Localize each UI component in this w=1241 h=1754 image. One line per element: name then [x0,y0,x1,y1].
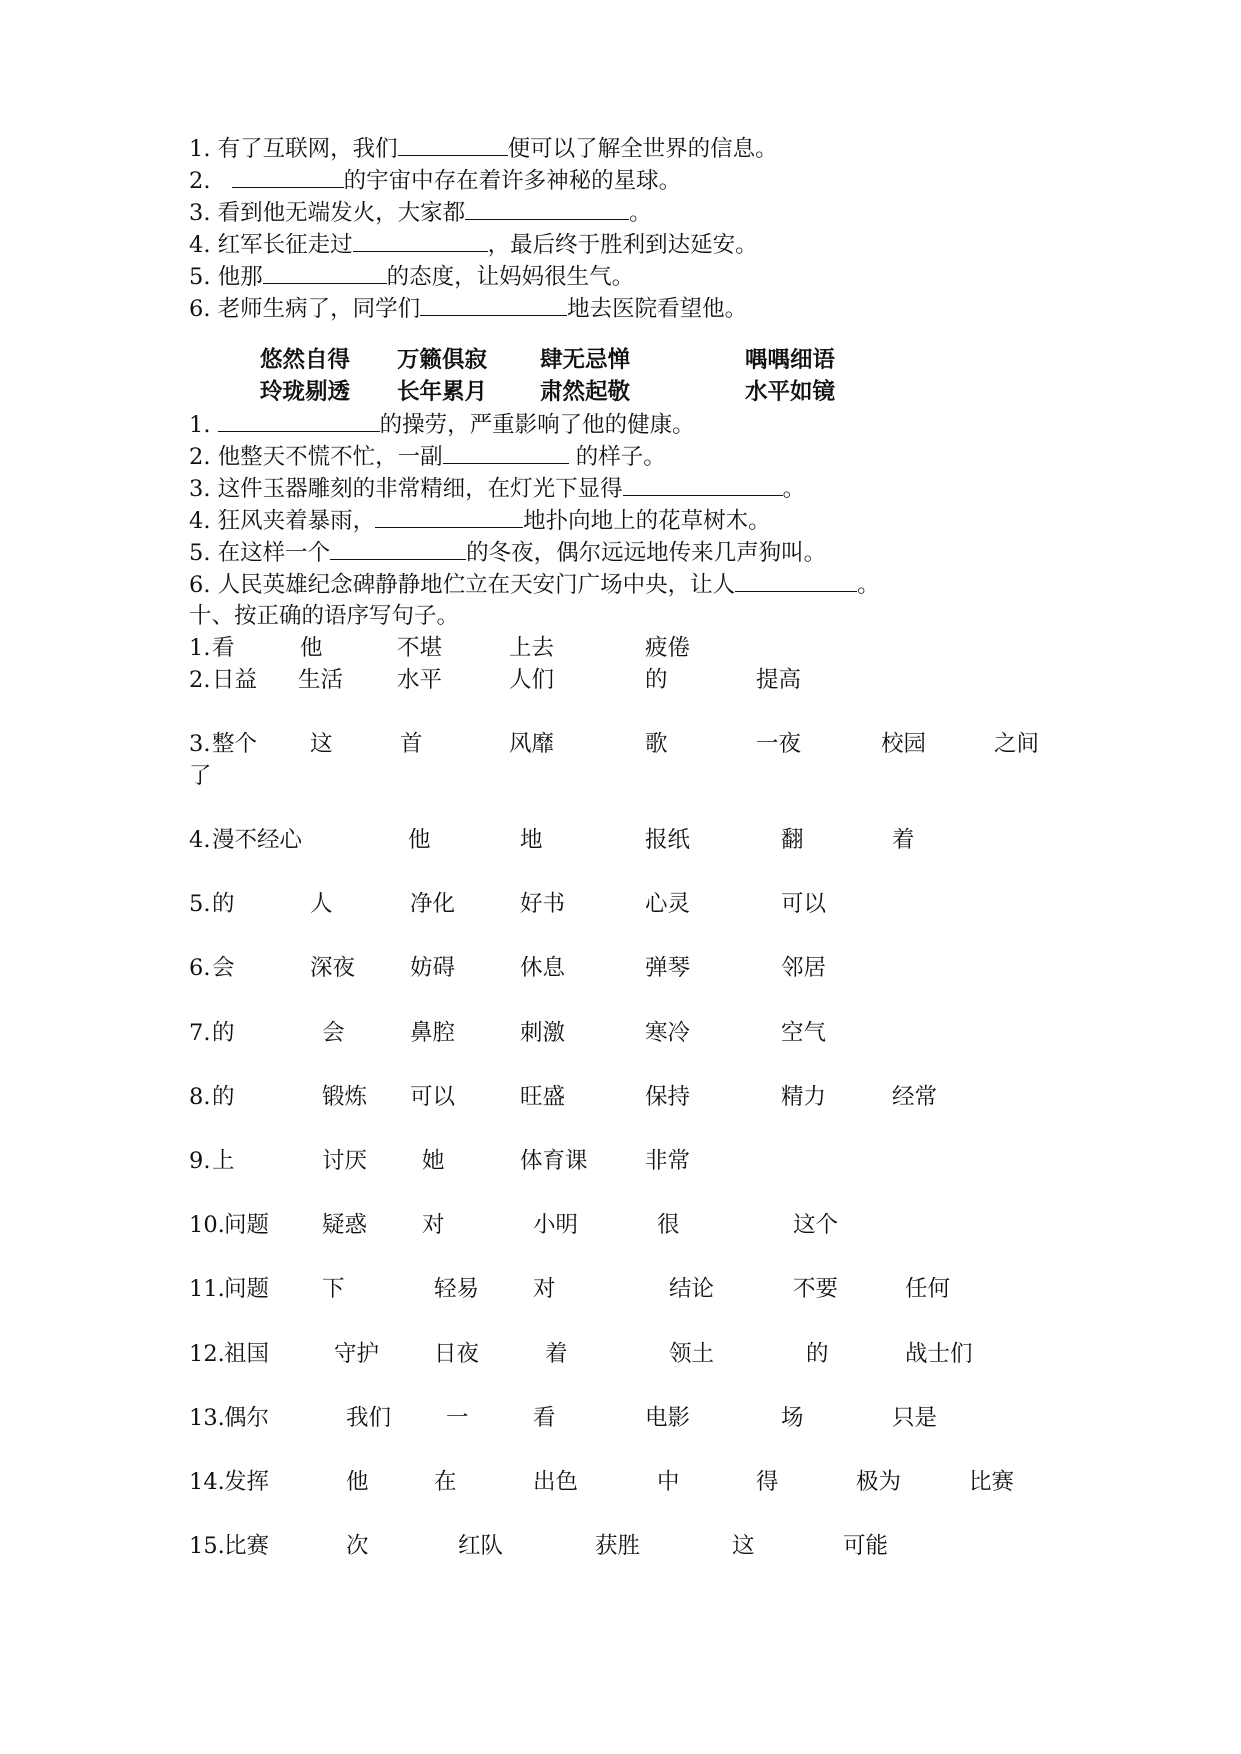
q-text-post: 。 [857,572,880,598]
answer-blank[interactable] [353,229,488,252]
item-number: 5. [189,891,211,917]
reorder-word: 生活 [298,667,344,693]
word-bank-item: 万籁俱寂 [397,347,488,373]
word-bank-item: 喁喁细语 [745,347,836,373]
item-number: 6. [189,955,211,981]
reorder-word: 会 [322,1020,345,1046]
reorder-word: 下 [322,1276,345,1302]
answer-blank[interactable] [443,441,569,464]
item-number: 10. [189,1212,225,1238]
reorder-word: 祖国 [224,1341,270,1367]
q-text-post: 。 [629,200,652,226]
part2-question-2 [189,441,666,471]
reorder-word: 了 [189,763,212,789]
reorder-word: 校园 [881,731,927,757]
reorder-word: 弹琴 [645,955,691,981]
reorder-word: 的 [212,1020,235,1046]
reorder-word: 漫不经心 [212,827,303,853]
reorder-word: 对 [422,1212,445,1238]
item-number: 1. [189,635,211,661]
item-number: 13. [189,1405,225,1431]
q-text-pre: 5. 他那 [189,264,263,290]
reorder-word: 旺盛 [520,1084,566,1110]
part2-question-4 [189,505,771,535]
reorder-word: 小明 [533,1212,579,1238]
q-text-pre: 5. 在这样一个 [189,540,331,566]
reorder-word: 好书 [520,891,566,917]
item-number: 11. [189,1276,225,1302]
item-number: 9. [189,1148,211,1174]
part2-question-3 [189,473,805,503]
item-number: 4. [189,827,211,853]
q-text-pre: 2. [189,168,218,194]
answer-blank[interactable] [465,197,629,220]
part1-question-1 [189,133,778,163]
reorder-word: 得 [756,1469,779,1495]
reorder-word: 首 [400,731,423,757]
q-text-pre: 1. 有了互联网，我们 [189,136,398,162]
part2-question-5 [189,537,826,567]
reorder-word: 精力 [781,1084,827,1110]
reorder-word: 这 [310,731,333,757]
item-number: 2. [189,667,211,693]
word-bank-item: 长年累月 [397,379,488,405]
word-bank-item: 玲珑剔透 [260,379,351,405]
reorder-word: 疑惑 [322,1212,368,1238]
reorder-word: 中 [657,1469,680,1495]
answer-blank[interactable] [623,473,783,496]
reorder-word: 他 [300,635,323,661]
q-text-pre: 6. 人民英雄纪念碑静静地伫立在天安门广场中央，让人 [189,572,736,598]
reorder-word: 发挥 [224,1469,270,1495]
reorder-word: 看 [212,635,235,661]
reorder-word: 翻 [781,827,804,853]
item-number: 3. [189,731,211,757]
word-bank-item: 水平如镜 [745,379,836,405]
reorder-word: 上 [212,1148,235,1174]
reorder-word: 妨碍 [410,955,456,981]
q-text-post: 的样子。 [568,444,666,470]
reorder-word: 经常 [892,1084,938,1110]
reorder-word: 可以 [410,1084,456,1110]
answer-blank[interactable] [218,409,380,432]
reorder-word: 净化 [410,891,456,917]
reorder-word: 次 [346,1533,369,1559]
reorder-word: 不要 [793,1276,839,1302]
item-number: 7. [189,1020,211,1046]
item-number: 14. [189,1469,225,1495]
reorder-word: 报纸 [645,827,691,853]
reorder-word: 体育课 [520,1148,588,1174]
item-number: 12. [189,1341,225,1367]
q-text-pre: 1. [189,412,218,438]
reorder-word: 领土 [669,1341,715,1367]
reorder-word: 着 [892,827,915,853]
reorder-word: 日益 [212,667,258,693]
reorder-word: 他 [346,1469,369,1495]
reorder-word: 他 [408,827,431,853]
reorder-word: 对 [533,1276,556,1302]
reorder-word: 的 [645,667,668,693]
q-text-post: 。 [782,476,806,502]
reorder-word: 保持 [645,1084,691,1110]
reorder-word: 可能 [843,1533,889,1559]
part1-question-4 [189,229,758,259]
reorder-word: 在 [434,1469,457,1495]
q-text-post: 的操劳，严重影响了他的健康。 [379,412,695,438]
word-bank-item: 悠然自得 [260,347,351,373]
reorder-word: 讨厌 [322,1148,368,1174]
answer-blank[interactable] [375,505,523,528]
q-text-post: 的宇宙中存在着许多神秘的星球。 [343,168,682,194]
reorder-word: 一夜 [756,731,802,757]
reorder-word: 的 [212,1084,235,1110]
q-text-post: ，最后终于胜利到达延安。 [487,232,758,258]
answer-blank[interactable] [232,165,344,188]
reorder-word: 我们 [346,1405,392,1431]
q-text-pre: 2. 他整天不慌不忙，一副 [189,444,443,470]
reorder-word: 会 [212,955,235,981]
reorder-word: 疲倦 [645,635,691,661]
reorder-word: 提高 [756,667,802,693]
reorder-word: 人们 [509,667,555,693]
reorder-word: 一 [446,1405,469,1431]
reorder-word: 场 [781,1405,804,1431]
reorder-word: 心灵 [645,891,691,917]
reorder-word: 的 [806,1341,829,1367]
reorder-word: 她 [422,1148,445,1174]
word-bank-item: 肆无忌惮 [540,347,631,373]
reorder-word: 休息 [520,955,566,981]
reorder-word: 深夜 [310,955,356,981]
answer-blank[interactable] [330,537,466,560]
reorder-word: 电影 [645,1405,691,1431]
reorder-word: 看 [533,1405,556,1431]
reorder-word: 获胜 [595,1533,641,1559]
part1-question-2 [189,165,681,195]
part1-question-3 [189,197,652,227]
reorder-word: 任何 [905,1276,951,1302]
reorder-word: 风靡 [509,731,555,757]
reorder-word: 整个 [212,731,258,757]
reorder-word: 比赛 [969,1469,1015,1495]
part1-question-6 [189,293,747,323]
section-title: 十、按正确的语序写句子。 [189,603,460,629]
reorder-word: 问题 [224,1212,270,1238]
reorder-word: 这个 [793,1212,839,1238]
q-text-pre: 4. 狂风夹着暴雨， [189,508,376,534]
reorder-word: 日夜 [434,1341,480,1367]
q-text-pre: 3. 看到他无端发火，大家都 [189,200,466,226]
reorder-word: 比赛 [224,1533,270,1559]
reorder-word: 的 [212,891,235,917]
part2-question-1 [189,409,695,439]
reorder-word: 着 [545,1341,568,1367]
answer-blank[interactable] [420,293,567,316]
reorder-word: 地 [520,827,543,853]
q-text-post: 的态度，让妈妈很生气。 [386,264,635,290]
reorder-word: 战士们 [905,1341,973,1367]
q-text-post: 的冬夜，偶尔远远地传来几声狗叫。 [466,540,827,566]
reorder-word: 可以 [781,891,827,917]
reorder-word: 很 [657,1212,680,1238]
reorder-word: 极为 [856,1469,902,1495]
q-text-pre: 4. 红军长征走过 [189,232,353,258]
answer-blank[interactable] [398,133,508,156]
q-text-pre: 3. 这件玉器雕刻的非常精细，在灯光下显得 [189,476,623,502]
part1-question-5 [189,261,634,291]
reorder-word: 水平 [397,667,443,693]
reorder-word: 出色 [533,1469,579,1495]
q-text-post: 地去医院看望他。 [567,296,748,322]
reorder-word: 红队 [458,1533,504,1559]
reorder-word: 锻炼 [322,1084,368,1110]
reorder-word: 邻居 [781,955,827,981]
answer-blank[interactable] [735,569,857,592]
reorder-word: 只是 [892,1405,938,1431]
q-text-pre: 6. 老师生病了，同学们 [189,296,421,322]
word-bank-item: 肃然起敬 [540,379,631,405]
reorder-word: 鼻腔 [410,1020,456,1046]
part2-question-6 [189,569,880,599]
reorder-word: 不堪 [397,635,443,661]
reorder-word: 寒冷 [645,1020,691,1046]
q-text-post: 地扑向地上的花草树木。 [523,508,771,534]
reorder-word: 偶尔 [224,1405,270,1431]
reorder-word: 人 [310,891,333,917]
reorder-word: 守护 [334,1341,380,1367]
reorder-word: 空气 [781,1020,827,1046]
reorder-word: 这 [732,1533,755,1559]
reorder-word: 问题 [224,1276,270,1302]
item-number: 8. [189,1084,211,1110]
reorder-word: 上去 [509,635,555,661]
reorder-word: 非常 [645,1148,691,1174]
q-text-post: 便可以了解全世界的信息。 [507,136,778,162]
reorder-word: 歌 [645,731,668,757]
reorder-word: 结论 [669,1276,715,1302]
answer-blank[interactable] [263,261,387,284]
reorder-word: 之间 [994,731,1040,757]
reorder-word: 轻易 [434,1276,480,1302]
reorder-word: 刺激 [520,1020,566,1046]
item-number: 15. [189,1533,225,1559]
